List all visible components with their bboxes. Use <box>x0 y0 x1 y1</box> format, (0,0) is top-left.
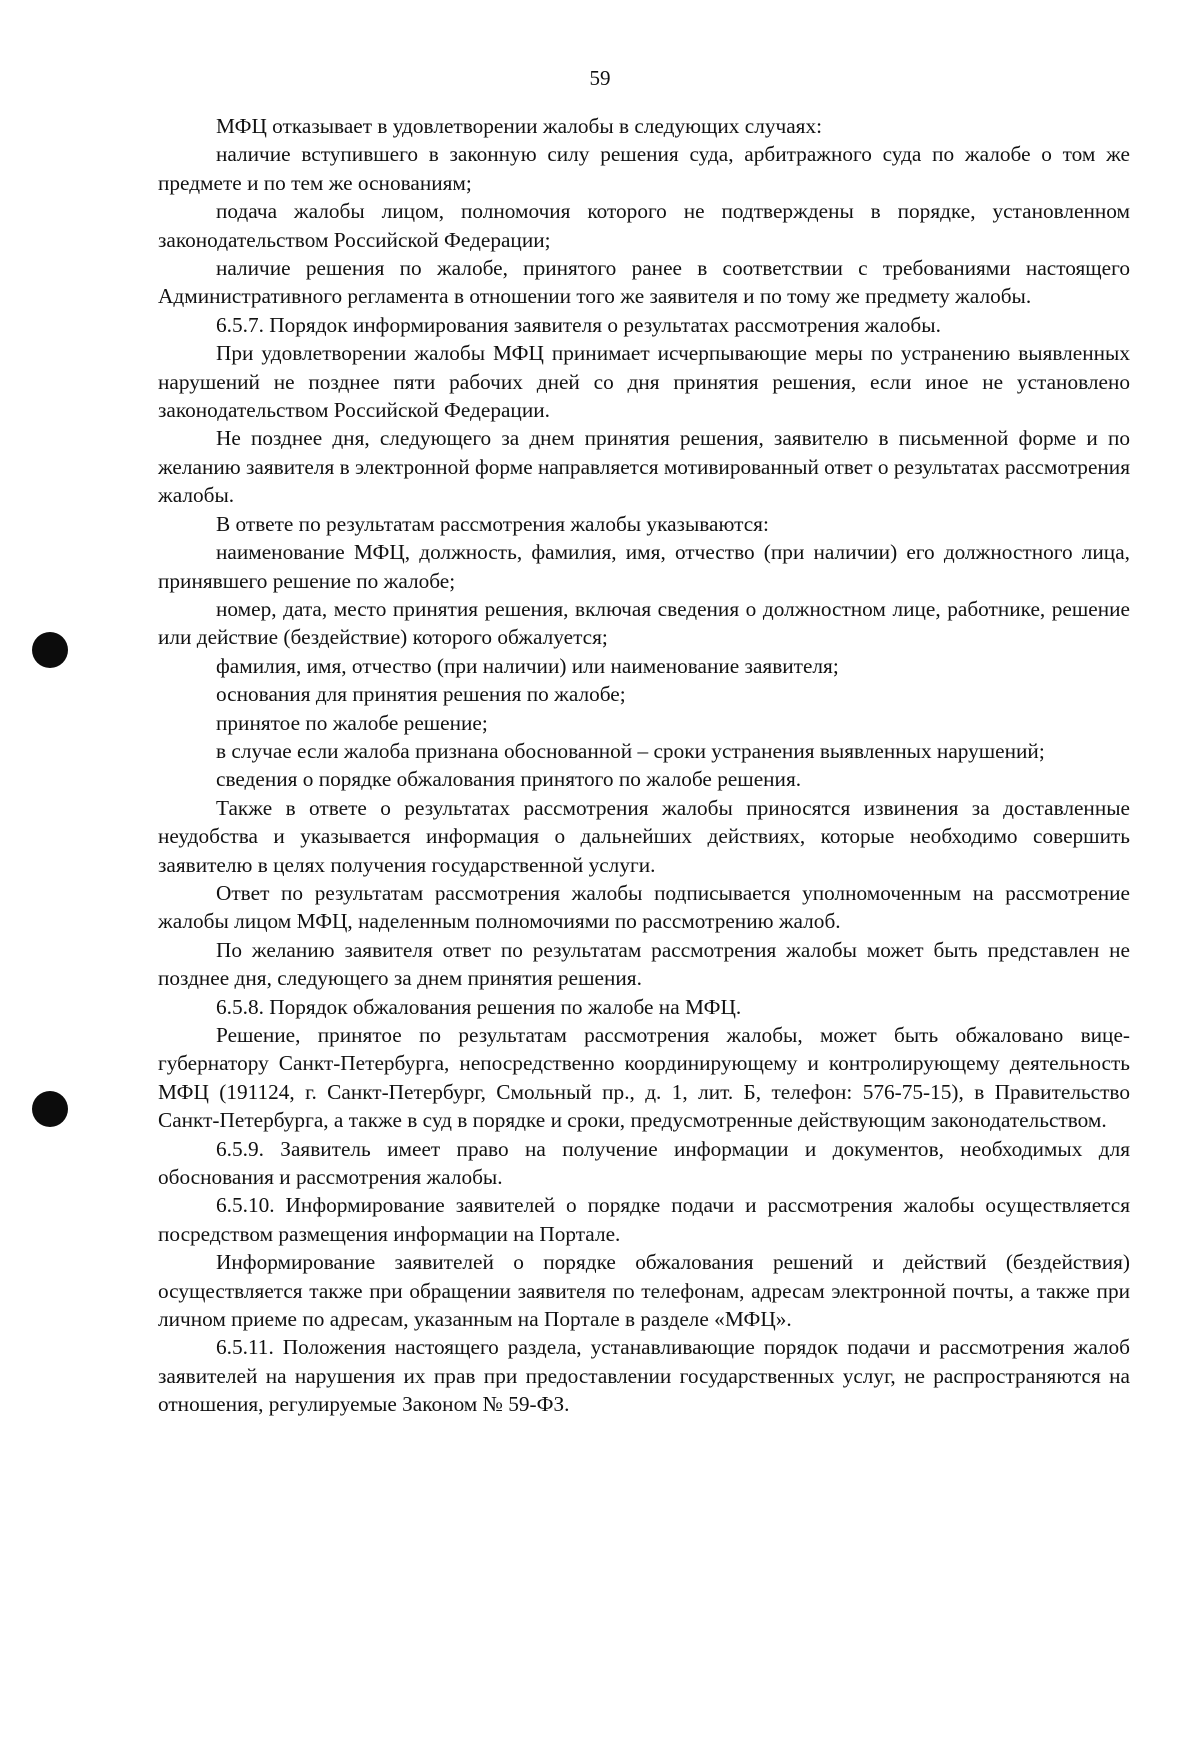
binder-hole-upper <box>32 632 68 668</box>
paragraph-reply-deadline: Не позднее дня, следующего за днем принятия решения, заявителю в письменной форме и по желанию заявителя в электронной форме направляется мотивированный ответ о результатах рассмотрения жалобы. <box>158 426 1130 508</box>
section-heading-6-5-7: 6.5.7. Порядок информирования заявителя о результатах рассмотрения жалобы. <box>216 312 941 337</box>
paragraph-decision-details: номер, дата, место принятия решения, включая сведения о должностном лице, работнике, решение или действие (бездействие) которого обжалуется; <box>158 596 1130 650</box>
section-6-5-11: 6.5.11. Положения настоящего раздела, устанавливающие порядок подачи и рассмотрения жалоб заявителей на нарушения их прав при предоставлении государственных услуг, не распространяются на отношения, регулируемые Законом № 59-ФЗ. <box>158 1335 1130 1417</box>
paragraph-court-decision: наличие вступившего в законную силу решения суда, арбитражного суда по жалобе о том же предмете и по тем же основаниям; <box>158 142 1130 195</box>
section-heading-6-5-8: 6.5.8. Порядок обжалования решения по жалобе на МФЦ. <box>216 994 742 1019</box>
paragraph-reply-contents-intro: В ответе по результатам рассмотрения жалобы указываются: <box>216 511 769 536</box>
paragraph-refusal-intro: МФЦ отказывает в удовлетворении жалобы в следующих случаях: <box>216 114 823 138</box>
paragraph-unconfirmed-authority: подача жалобы лицом, полномочия которого не подтверждены в порядке, установленном законодательством Российской Федерации; <box>158 199 1130 252</box>
section-6-5-9: 6.5.9. Заявитель имеет право на получение информации и документов, необходимых для обоснования и рассмотрения жалобы. <box>158 1136 1130 1190</box>
paragraph-previous-decision: наличие решения по жалобе, принятого ранее в соответствии с требованиями настоящего Административного регламента в отношении того же заявителя и по тому же предмету жалобы. <box>158 256 1130 309</box>
paragraph-reply-signature: Ответ по результатам рассмотрения жалобы подписывается уполномоченным на рассмотрение жалобы лицом МФЦ, наделенным полномочиями по рассмотрению жалоб. <box>158 880 1130 934</box>
binder-hole-lower <box>32 1091 68 1127</box>
section-6-5-10: 6.5.10. Информирование заявителей о порядке подачи и рассмотрения жалобы осуществляется посредством размещения информации на Портале. <box>158 1193 1130 1246</box>
page-number: 59 <box>589 66 611 90</box>
paragraph-applicant-name: фамилия, имя, отчество (при наличии) или наименование заявителя; <box>216 653 839 678</box>
paragraph-appeal-route: Решение, принятое по результатам рассмотрения жалобы, может быть обжаловано вице-губернатору Санкт-Петербурга, непосредственно координирующему и контролирующему деятельность МФЦ (191124, г. Санкт-Петербург, Смольный пр., д. 1, лит. Б, телефон: 576-75-15), в Правительство Санкт-Петербурга, а также в суд в порядке и сроки, предусмотренные действующим законодательством. <box>158 1023 1130 1133</box>
paragraph-decision-grounds: основания для принятия решения по жалобе; <box>216 682 626 707</box>
paragraph-official-name: наименование МФЦ, должность, фамилия, имя, отчество (при наличии) его должностного лица, принявшего решение по жалобе; <box>158 540 1130 593</box>
paragraph-satisfaction-measures: При удовлетворении жалобы МФЦ принимает исчерпывающие меры по устранению выявленных нарушений не позднее пяти рабочих дней со дня принятия решения, если иное не установлено законодательством Российской Федерации. <box>158 341 1130 423</box>
paragraph-apologies: Также в ответе о результатах рассмотрения жалобы приносятся извинения за доставленные неудобства и указывается информация о дальнейших действиях, которые необходимо совершить заявителю в целях получения государственной услуги. <box>158 795 1130 877</box>
document-body <box>158 112 1130 1419</box>
paragraph-appeal-info: сведения о порядке обжалования принятого по жалобе решения. <box>216 767 802 792</box>
paragraph-reply-form: По желанию заявителя ответ по результатам рассмотрения жалобы может быть представлен не позднее дня, следующего за днем принятия решения. <box>158 937 1130 991</box>
paragraph-remedy-terms: в случае если жалоба признана обоснованной – сроки устранения выявленных нарушений; <box>216 738 1045 763</box>
paragraph-decision-taken: принятое по жалобе решение; <box>216 710 488 735</box>
paragraph-informing-channels: Информирование заявителей о порядке обжалования решений и действий (бездействия) осуществляется также при обращении заявителя по телефонам, адресам электронной почты, а также при личном приеме по адресам, указанным на Портале в разделе «МФЦ». <box>158 1250 1130 1332</box>
